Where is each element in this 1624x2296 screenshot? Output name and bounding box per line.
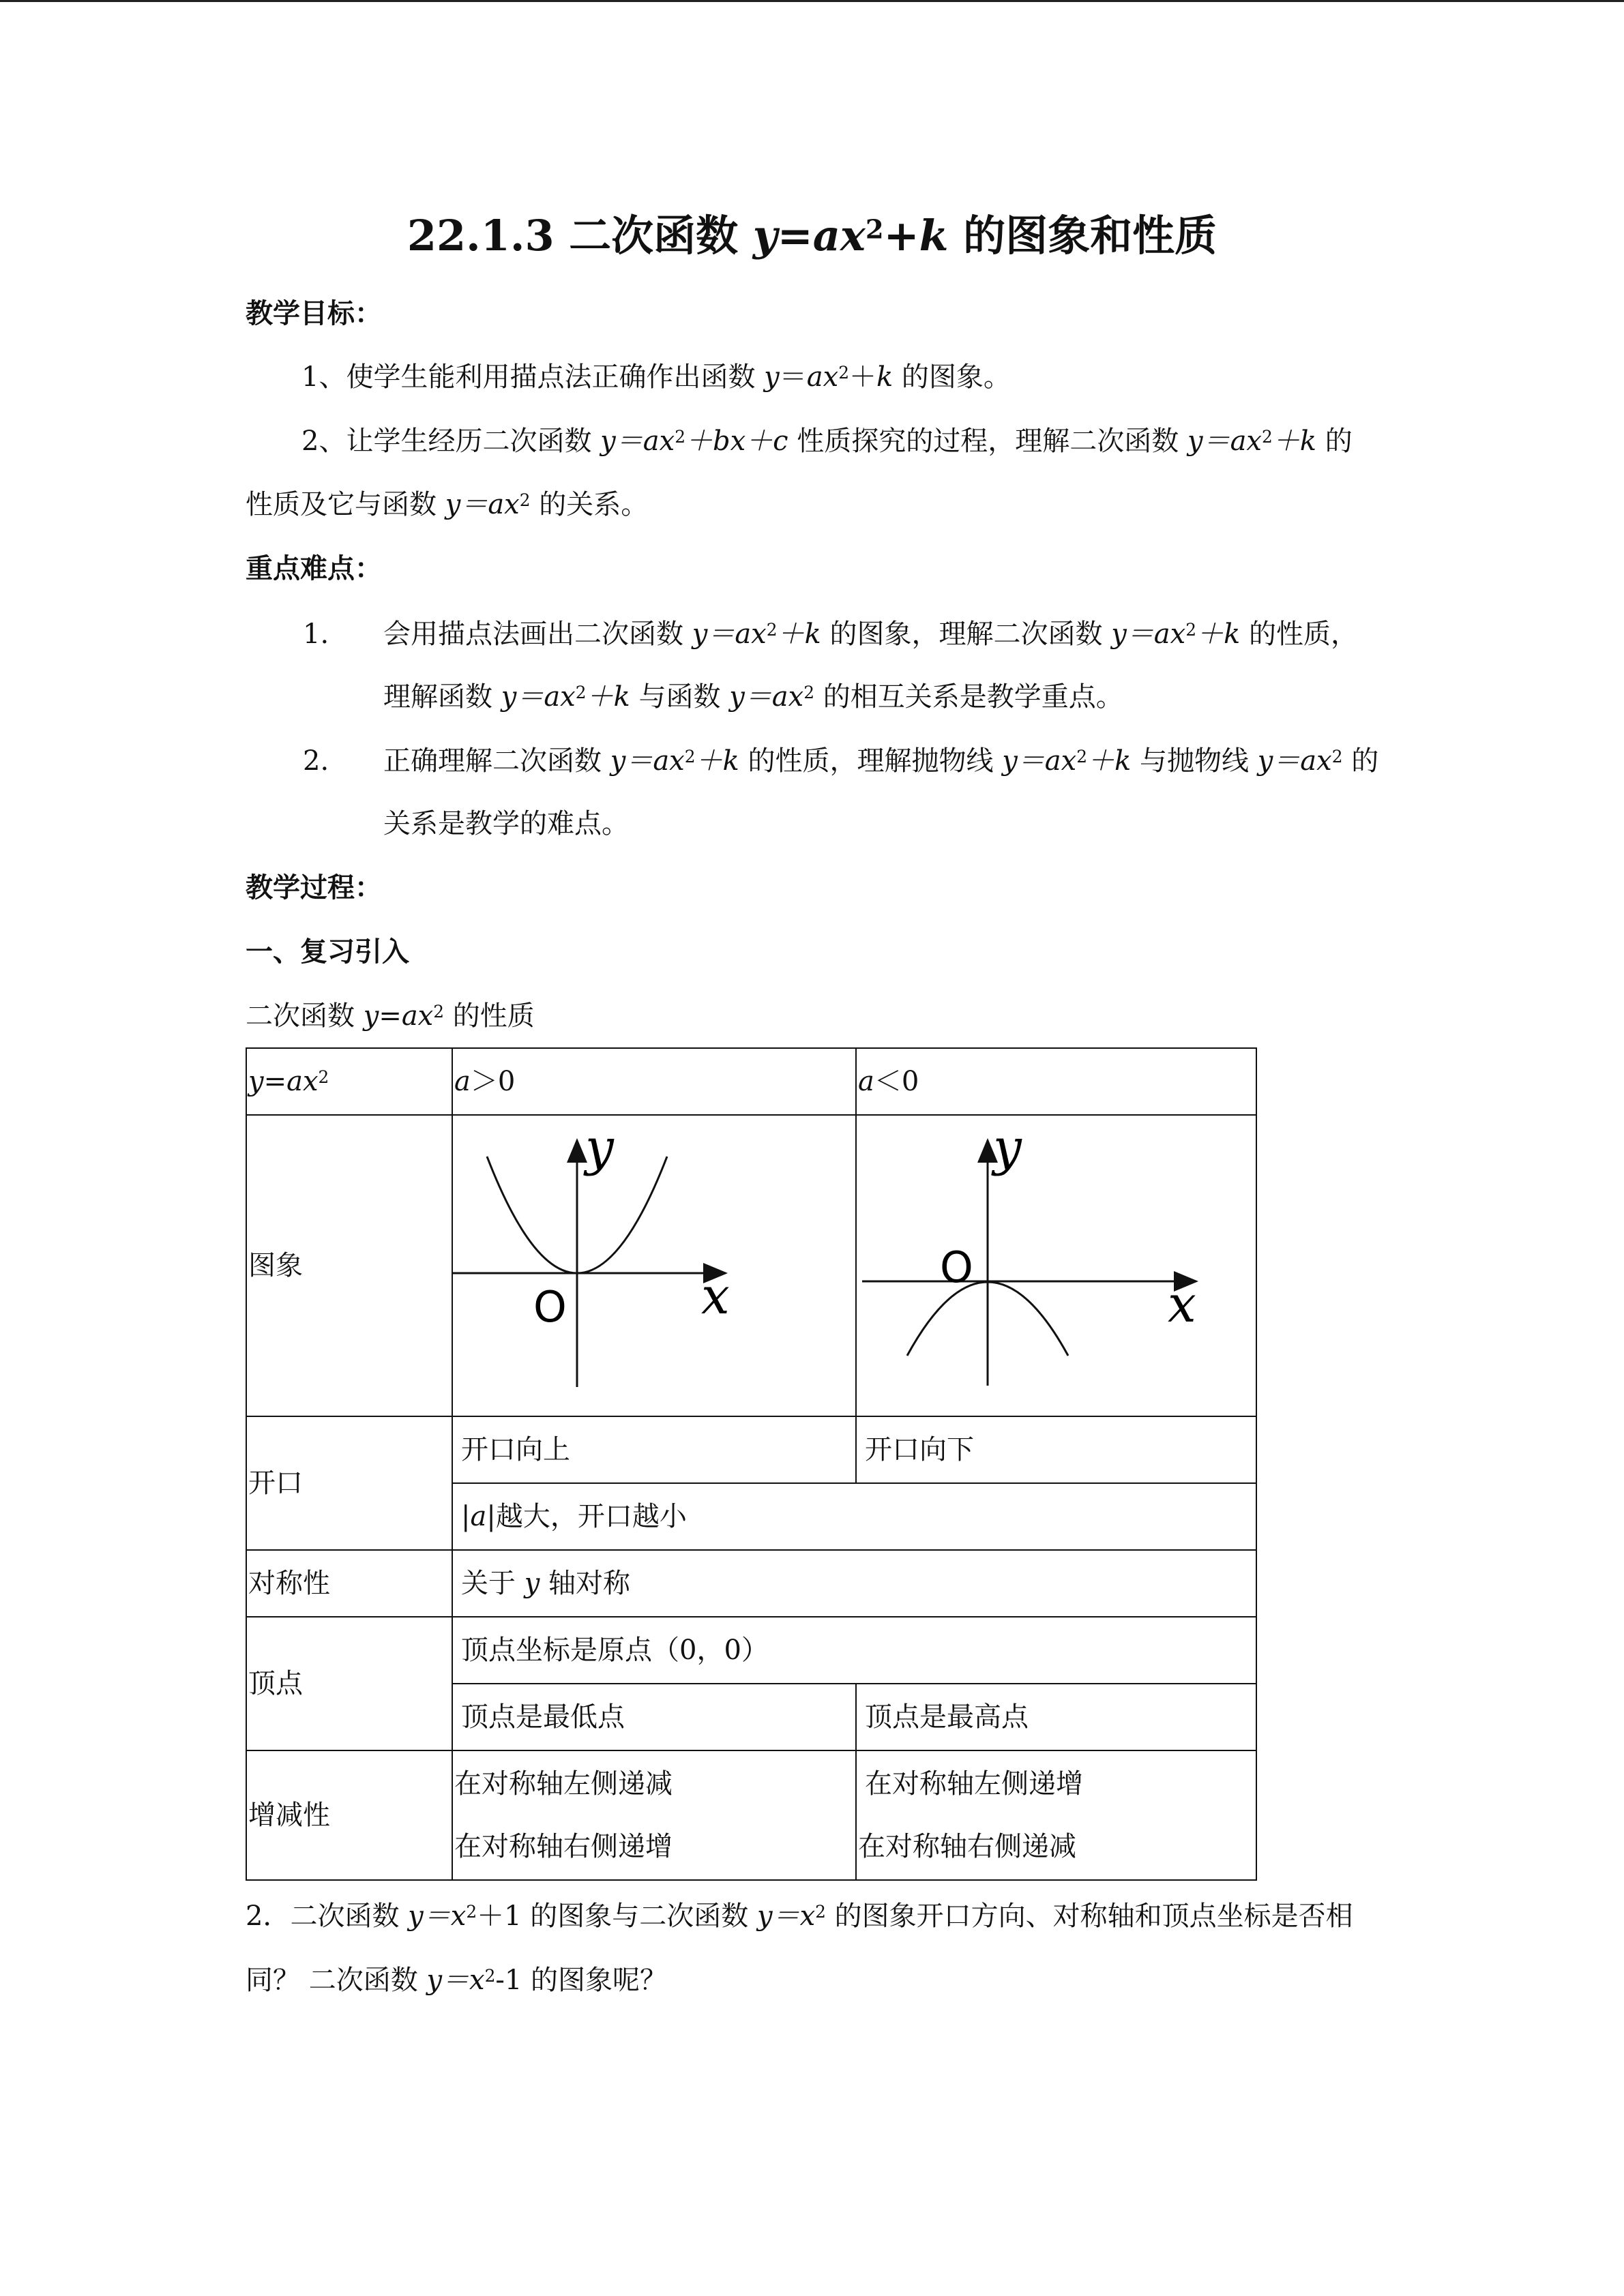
opening-down: 开口向下 — [856, 1416, 1256, 1483]
keypoint-1-line1: 会用描点法画出二次函数 $y=ax^2+k$ 的图象，理解二次函数 $y=ax^2+k$ 的性质， — [383, 618, 1358, 650]
vertex-label: 顶点 — [246, 1617, 452, 1750]
section-1-heading: 一、复习引入 — [246, 936, 409, 968]
monotonicity-label: 增减性 — [246, 1750, 452, 1880]
title-formula: y=ax — [752, 211, 866, 260]
monotonicity-positive — [452, 1750, 856, 1880]
opening-label: 开口 — [246, 1416, 452, 1550]
symmetry-row — [246, 1550, 1256, 1617]
graph-label: 图象 — [246, 1115, 452, 1416]
x-axis-label: x — [701, 1267, 730, 1326]
objective-2-line1: 2、让学生经历二次函数 $y=ax^2+bx+c$ 性质探究的过程，理解二次函数 $y=ax^2+k$ 的 — [301, 426, 1353, 457]
y-axis-label: y — [993, 1118, 1022, 1177]
keypoint-2-line1: 正确理解二次函数 $y=ax^2+k$ 的性质，理解抛物线 $y=ax^2+k$ 与抛物线 $y=ax^2$ 的 — [383, 745, 1379, 777]
keypoint-2-line2: 关系是教学的难点。 — [383, 808, 629, 839]
table-caption: 二次函数 $y=ax^2$ 的性质 — [246, 1000, 535, 1032]
title-formula-exp: 2 — [865, 214, 884, 245]
opening-row-1 — [246, 1416, 1256, 1483]
mono-pos-left: 在对称轴左侧递减 — [454, 1768, 673, 1800]
vertex-origin: 顶点坐标是原点（0，0） — [452, 1617, 1256, 1684]
keypoint-2-number: 2. — [303, 745, 329, 777]
table-header-row — [246, 1048, 1256, 1115]
keypoints-heading: 重点难点： — [246, 553, 382, 584]
process-heading: 教学过程： — [246, 872, 382, 904]
graph-up-cell — [452, 1115, 856, 1416]
vertex-min: 顶点是最低点 — [452, 1684, 856, 1750]
header-function: $y=ax^2$ — [246, 1048, 452, 1115]
question-2-line2: 同？ 二次函数 $y=x^2-1$ 的图象呢？ — [246, 1965, 668, 1996]
opening-up: 开口向上 — [452, 1416, 856, 1483]
symmetry-label: 对称性 — [246, 1550, 452, 1617]
header-a-positive: a＞0 — [452, 1048, 856, 1115]
question-2-line1: 2．二次函数 $y=x^2+1$ 的图象与二次函数 $y=x^2$ 的图象开口方向、对称轴和顶点坐标是否相 — [246, 1900, 1353, 1932]
title-suffix: 的图象和性质 — [948, 211, 1217, 260]
objectives-heading: 教学目标： — [246, 298, 382, 329]
vertex-max: 顶点是最高点 — [856, 1684, 1256, 1750]
properties-table — [246, 1047, 1257, 1881]
table-graph-row — [246, 1115, 1256, 1416]
parabola-up-graph — [453, 1116, 857, 1416]
mono-pos-right: 在对称轴右侧递增 — [454, 1831, 673, 1862]
symmetry-value: 关于 y 轴对称 — [452, 1550, 1256, 1617]
monotonicity-row — [246, 1750, 1256, 1880]
origin-label: O — [533, 1282, 567, 1332]
x-axis-label: x — [1168, 1275, 1196, 1334]
title-prefix: 22.1.3 二次函数 — [407, 211, 753, 260]
keypoint-1-line2: 理解函数 $y=ax^2+k$ 与函数 $y=ax^2$ 的相互关系是教学重点。 — [383, 681, 1123, 713]
keypoint-1-number: 1. — [303, 618, 329, 650]
title-formula-tail: +k — [883, 211, 949, 260]
opening-width-note: |a|越大，开口越小 — [452, 1483, 1256, 1550]
parabola-down-graph — [857, 1116, 1257, 1416]
vertex-row-1 — [246, 1617, 1256, 1684]
mono-neg-left: 在对称轴左侧递增 — [865, 1768, 1083, 1800]
objective-2-line2: 性质及它与函数 $y=ax^2$ 的关系。 — [246, 489, 649, 520]
graph-down-cell — [856, 1115, 1256, 1416]
y-axis-label: y — [585, 1118, 614, 1177]
header-a-negative: a＜0 — [856, 1048, 1256, 1115]
monotonicity-negative — [856, 1750, 1256, 1880]
page-title — [0, 209, 1624, 263]
objective-1: 1、使学生能利用描点法正确作出函数 $y=ax^2+k$ 的图象。 — [301, 361, 1011, 393]
mono-neg-right: 在对称轴右侧递减 — [858, 1831, 1076, 1862]
origin-label: O — [940, 1242, 973, 1292]
